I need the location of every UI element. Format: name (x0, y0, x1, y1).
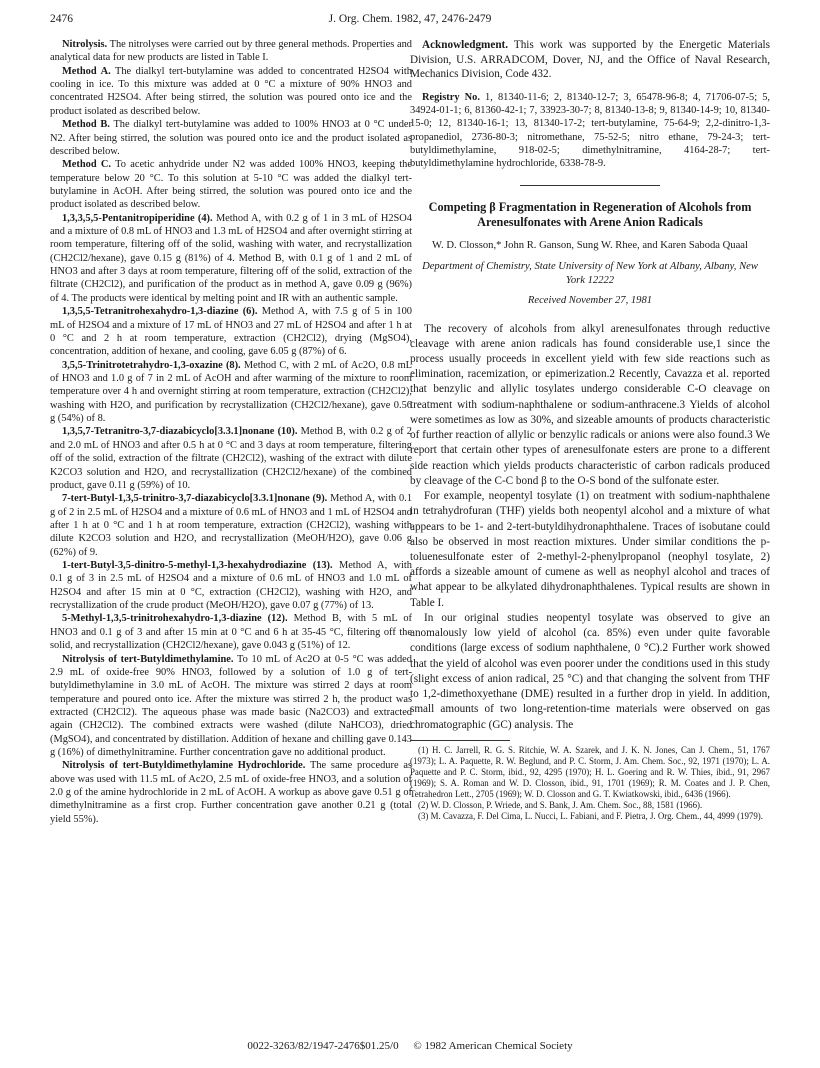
paragraph: The recovery of alcohols from alkyl arenesulfonates through reductive cleavage with arene anion radicals has found considerable use,1 since the process usually proceeds in excellent yield with few side reactions such as elimination, racemization, or epimerization.2 Recently, Cavazza et al. reported that benzylic and allylic tosylates undergo considerable C-O cleavage on treatment with sodium-naphthalene or sodium-anthracene.3 Yields of alcohol were sometimes as low as 30%, and sizeable amounts of products characteristic of further reaction of allylic or benzylic radicals or anions were also found.3 We report that certain other types of arenesulfonate esters are prone to a different side reaction which yields products characteristic of carbon radicals produced by cleavage of the C-C bond β to the O-S bond of the sulfonate ester. (410, 322, 770, 487)
article-body (410, 322, 770, 733)
paragraph: In our original studies neopentyl tosylate was observed to give an anomalously low yield of alcohol (ca. 85%) even under quite favorable conditions (large excess of sodium naphthalene, 0 °C).2 Further work showed that the yield of alcohol was even poorer under the conditions used in this study (slight excess of anion radical, 25 °C) and that changing the solvent from THF to 1,2-dimethoxyethane (DME) resulted in a further drop in yield. In addition, small amounts of two long-retention-time materials were observed on gas chromatographic (GC) analysis. The (410, 611, 770, 731)
footnote-divider (410, 740, 510, 741)
experimental-section (50, 38, 412, 826)
paragraph: For example, neopentyl tosylate (1) on treatment with sodium-naphthalene in tetrahydrofuran (THF) yields both neopentyl alcohol and a mixture of what appears to be 1- and 2-tert-butyldihydronaphthalene. Traces of isobutane could also be observed in most reaction mixtures. Under similar conditions the p-toluenesulfonate ester of 2-methyl-2-phenylpropanol (neophyl tosylate, 2) affords a sizeable amount of cumene as well as neophyl alcohol and traces of what appear to be alkylated dihydronaphthalenes. Typical results are shown in Table I. (410, 490, 770, 609)
page-footer (0, 1040, 820, 1052)
paragraph: 3,5,5-Trinitrotetrahydro-1,3-oxazine (8). Method C, with 2 mL of Ac2O, 0.8 mL of HNO3 and 1.0 g of 7 in 2 mL of AcOH and after warming of the mixture to room temperature over 4 h and overnight stirring at room temperature, extraction (CH2Cl2), washing with H2O, and purification by recrystallization (CH2Cl2/hexane), gave 0.56 g (54%) of 8. (50, 359, 412, 425)
acknowledgment: Acknowledgment. This work was supported by the Energetic Materials Division, U.S. ARRADCOM, Dover, NJ, and the Office of Naval Research, Mechanics Division, Code 432. (410, 39, 770, 81)
footnote: (3) M. Cavazza, F. Del Cima, L. Nucci, L. Fabiani, and F. Pietra, J. Org. Chem., 44, 4999 (1979). (418, 811, 763, 822)
paragraph: Nitrolysis of tert-Butyldimethylamine Hydrochloride. The same procedure as above was used with 11.5 mL of Ac2O, 2.5 mL of oxide-free HNO3, and a solution of 2.0 g of the amine hydrochloride in 2 mL of AcOH. A workup as above gave 0.51 g of dimethylnitramine as a first crop. Further concentration gave another 0.21 g (total yield 55%). (50, 760, 412, 825)
paragraph: Method C. To acetic anhydride under N2 was added 100% HNO3, keeping the temperature below 20 °C. To this solution at 5-10 °C was added the dialkyl tert-butylamine in AcOH. After being stirred, the solution was poured onto ice and the product isolated as described below. (50, 159, 412, 211)
paragraph: Nitrolysis of tert-Butyldimethylamine. To 10 mL of Ac2O at 0-5 °C was added 2.9 mL of oxide-free 90% HNO3, followed by a solution of 1.0 g of tert-butyldimethylamine in 3.0 mL of AcOH. The mixture was stirred 2 days at room temperature and poured onto ice. After the mixture was stirred 2 h, the product was extracted (CH2Cl2). The aqueous phase was made basic (Na2CO3) and extracted again (CH2Cl2). The combined extracts were washed (dilute NaHCO3), dried (MgSO4), and concentrated by distillation. Addition of hexane and chilling gave 0.143 g (16%) of dimethylnitramine. Further concentration gave no additional product. (50, 653, 412, 759)
page-number: 2476 (50, 13, 73, 25)
right-column (410, 38, 770, 822)
article-affiliation: Department of Chemistry, State University of New York at Albany, Albany, New York 12222 (422, 261, 758, 287)
journal-citation: J. Org. Chem. 1982, 47, 2476-2479 (328, 13, 492, 25)
running-header (50, 13, 770, 29)
footnote: (1) H. C. Jarrell, R. G. S. Ritchie, W. A. Szarek, and J. K. N. Jones, Can J. Chem., 51, 1767 (1973); L. A. Paquette, R. W. Beglund, and P. C. Storm, J. Am. Chem. Soc., 92, 1971 (1970); L. A. Paquette and P. C. Storm, ibid., 92, 4295 (1970); H. L. Goering and R. W. Thies, ibid., 91, 2967 (1969); S. A. Roman and W. D. Closson, ibid., 91, 1701 (1969); R. M. Coates and J. P. Chen, Tetrahedron Lett., 2705 (1969); W. D. Closson and G. T. Kwiatkowski, ibid., 6436 (1966). (410, 744, 770, 799)
footnotes (410, 745, 770, 822)
paragraph: 1,3,5,7-Tetranitro-3,7-diazabicyclo[3.3.1]nonane (10). Method B, with 0.2 g of 2 and 2.0 mL of HNO3 and after 0.5 h at 0 °C and 3 days at room temperature, filtering off of the solid, extraction of the filtrate (CH2Cl2), washing of the extract with dilute K2CO3 solution and H2O, and recrystallization (CH2Cl2/hexane) of the combined product, gave 0.11 g (59%) of 10. (50, 426, 412, 491)
article-code: 0022-3263/82/1947-2476$01.25/0 (247, 1040, 399, 1052)
paragraph: 1-tert-Butyl-3,5-dinitro-5-methyl-1,3-hexahydrodiazine (13). Method A, with 0.1 g of 3 in 2.5 mL of H2SO4 and a mixture of 0.6 mL of HNO3 and 1.0 mL of H2SO4 and after 15 min at 0 °C, extraction (CH2Cl2), washing with H2O, and recrystallization of the crude product (MeOH/H2O), gave 0.07 g (77%) of 13. (50, 560, 412, 612)
paragraph: 1,3,3,5,5-Pentanitropiperidine (4). Method A, with 0.2 g of 1 in 3 mL of H2SO4 and a mixture of 0.8 mL of HNO3 and 1.3 mL of H2SO4 and after overnight stirring at room temperature, filtering off of the solid, washing with water, and recrystallization (CH2Cl2/hexane), gave 0.15 g (81%) of 4. Method B, with 0.1 g of 1 and 2 mL of HNO3 and after 3 days at room temperature, filtering off of the solid, extraction of the filtrate (CH2Cl2), and purification of the product as in method A, gave 0.09 g (96%) of 4. The products were identical by melting point and IR with an authentic sample. (50, 212, 413, 304)
registry-numbers: Registry No. 1, 81340-11-6; 2, 81340-12-7; 3, 65478-96-8; 4, 71706-07-5; 5, 34924-01-1; 6, 81360-42-1; 7, 33923-30-7; 8, 81340-13-8; 9, 81340-14-9; 10, 81340-15-0; 12, 81340-16-1; 13, 81340-17-2; tert-butylamine, 75-64-9; 2,2-dinitro-1,3-propanediol, 2736-80-3; nitromethane, 75-52-5; nitro ethane, 79-24-3; tert-butyldimethylamine, 918-02-5; dimethylnitramine, 4164-28-7; tert-butyldimethylamine hydrochloride, 6338-78-9. (410, 91, 770, 170)
article-title: Competing β Fragmentation in Regeneration of Alcohols from Arenesulfonates with Arene Anion Radicals (428, 199, 752, 230)
paragraph: 7-tert-Butyl-1,3,5-trinitro-3,7-diazabicyclo[3.3.1]nonane (9). Method A, with 0.1 g of 2 in 2.5 mL of H2SO4 and a mixture of 0.6 mL of HNO3 and 1 mL of H2SO4 and after 1 h at 0 °C and 1 h at room temperature, extraction (CH2Cl2), washing with dilute K2CO3 solution and H2O, and recrystallization (MeOH/H2O), gave 0.06 g (62%) of 9. (50, 493, 413, 558)
paragraph: Method A. The dialkyl tert-butylamine was added to concentrated H2SO4 with cooling in ice. To this mixture was added at 0 °C a mixture of 90% HNO3 and concentrated H2SO4. After being stirred, the solution was poured onto ice and the product isolated as described below. (50, 65, 412, 117)
paragraph: Method B. The dialkyl tert-butylamine was added to 100% HNO3 at 0 °C under N2. After being stirred, the solution was poured onto ice and the product isolated as described below. (50, 119, 412, 157)
copyright-notice: © 1982 American Chemical Society (413, 1040, 573, 1052)
section-divider (520, 185, 660, 186)
received-date: Received November 27, 1981 (527, 294, 653, 306)
paragraph: 1,3,5,5-Tetranitrohexahydro-1,3-diazine (6). Method A, with 7.5 g of 5 in 100 mL of H2SO4 and a mixture of 17 mL of HNO3 and 27 mL of H2SO4 and after 1 h at 0 °C and 2 h at room temperature, extraction (CH2Cl2), drying (MgSO4), concentration, addition of hexane, and cooling, gave 6.05 g (87%) of 6. (50, 306, 413, 358)
paragraph: Nitrolysis. The nitrolyses were carried out by three general methods. Properties and analytical data for new products are listed in Table I. (50, 39, 412, 64)
paragraph: 5-Methyl-1,3,5-trinitrohexahydro-1,3-diazine (12). Method B, with 5 mL of HNO3 and 0.1 g of 3 and after 15 min at 0 °C and 6 h at 35-45 °C, filtering off the solid, and recrystallization (CH2Cl2/hexane), gave 0.043 g (51%) of 12. (50, 613, 412, 652)
footnote: (2) W. D. Closson, P. Wriede, and S. Bank, J. Am. Chem. Soc., 88, 1581 (1966). (418, 799, 703, 810)
article-authors: W. D. Closson,* John R. Ganson, Sung W. Rhee, and Karen Saboda Quaal (432, 239, 748, 251)
left-column (50, 38, 412, 826)
